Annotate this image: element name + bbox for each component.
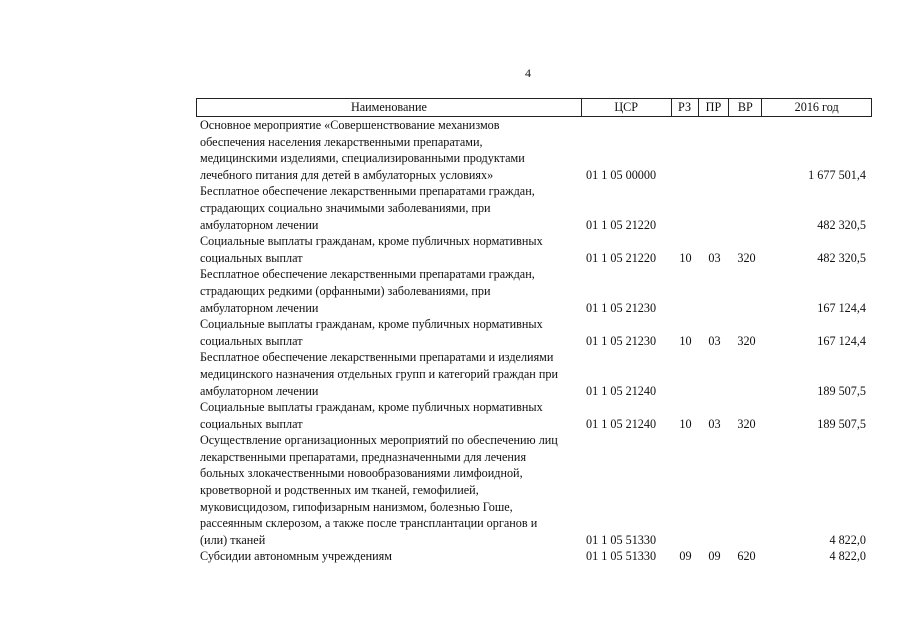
table-row — [196, 316, 872, 349]
header-csr: ЦСР — [582, 99, 672, 116]
row-amount: 189 507,5 — [817, 383, 866, 398]
row-rz: 10 — [679, 333, 692, 348]
row-name: Социальные выплаты гражданам, кроме публичных нормативных социальных выплат — [200, 400, 543, 431]
row-amount: 167 124,4 — [817, 300, 866, 315]
row-name: Социальные выплаты гражданам, кроме публичных нормативных социальных выплат — [200, 317, 543, 348]
table-row — [196, 349, 872, 399]
table-row — [196, 117, 872, 183]
table-row — [196, 266, 872, 316]
row-rz: 10 — [679, 250, 692, 265]
row-vr: 320 — [737, 416, 756, 431]
header-name: Наименование — [197, 99, 582, 116]
row-name: Бесплатное обеспечение лекарственными препаратами и изделиями медицинского назначения отдельных групп и категорий граждан при амбулаторном лечении — [200, 350, 558, 398]
row-csr: 01 1 05 21230 — [586, 300, 657, 315]
row-name: Субсидии автономным учреждениям — [200, 549, 392, 564]
row-name: Бесплатное обеспечение лекарственными препаратами граждан, страдающих социально значимыми заболеваниями, при амбулаторном лечении — [200, 184, 535, 232]
row-csr: 01 1 05 21240 — [586, 383, 657, 398]
row-pr: 03 — [708, 250, 721, 265]
row-vr: 620 — [737, 549, 756, 564]
table-row — [196, 399, 872, 432]
row-amount: 482 320,5 — [817, 217, 866, 232]
row-pr: 09 — [708, 549, 721, 564]
page-number: 4 — [525, 66, 531, 80]
row-name: Бесплатное обеспечение лекарственными препаратами граждан, страдающих редкими (орфанными) заболеваниями, при амбулаторном лечении — [200, 267, 535, 315]
table-row — [196, 233, 872, 266]
row-amount: 167 124,4 — [817, 333, 866, 348]
row-csr: 01 1 05 51330 — [586, 549, 657, 564]
row-name: Осуществление организационных мероприятий по обеспечению лиц лекарственными препаратами, предназначенными для лечения больных злокачественными новообразованиями лимфоидной, кроветворной и родственных им тканей, гемофилией, муковисцидозом, гипофизарным нанизмом, болезнью Гоше, рассеянным склерозом, а также после трансплантации органов и (или) тканей — [200, 433, 558, 547]
header-rz: РЗ — [672, 99, 699, 116]
row-csr: 01 1 05 21240 — [586, 416, 657, 431]
row-name: Основное мероприятие «Совершенствование механизмов обеспечения населения лекарственными препаратами, медицинскими изделиями, специализированными продуктами лечебного питания для детей в амбулаторных условиях» — [200, 118, 525, 182]
budget-table — [196, 98, 872, 565]
row-amount: 482 320,5 — [817, 250, 866, 265]
row-csr: 01 1 05 21230 — [586, 333, 657, 348]
row-amount: 1 677 501,4 — [808, 167, 866, 182]
row-rz: 10 — [679, 416, 692, 431]
header-year: 2016 год — [794, 100, 839, 114]
header-pr: ПР — [699, 99, 730, 116]
table-header — [196, 98, 872, 117]
row-csr: 01 1 05 51330 — [586, 532, 657, 547]
row-csr: 01 1 05 21220 — [586, 250, 657, 265]
row-pr: 03 — [708, 416, 721, 431]
row-amount: 4 822,0 — [829, 532, 866, 547]
row-amount: 189 507,5 — [817, 416, 866, 431]
row-vr: 320 — [737, 333, 756, 348]
row-pr: 03 — [708, 333, 721, 348]
row-amount: 4 822,0 — [829, 549, 866, 564]
row-rz: 09 — [679, 549, 692, 564]
row-csr: 01 1 05 00000 — [586, 167, 657, 182]
row-vr: 320 — [737, 250, 756, 265]
header-vr: ВР — [729, 99, 762, 116]
table-row — [196, 432, 872, 548]
row-name: Социальные выплаты гражданам, кроме публичных нормативных социальных выплат — [200, 234, 543, 265]
table-row — [196, 183, 872, 233]
row-csr: 01 1 05 21220 — [586, 217, 657, 232]
table-row — [196, 548, 872, 565]
